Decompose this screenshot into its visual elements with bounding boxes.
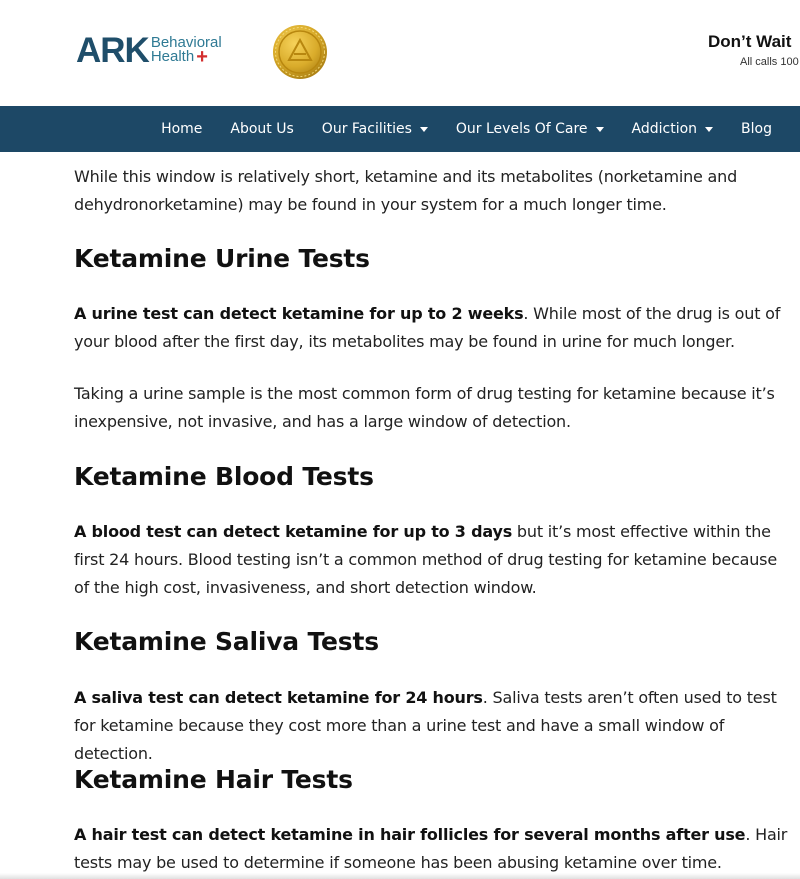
logo-line-1: Behavioral <box>150 34 222 51</box>
ark-logo[interactable] <box>76 30 222 70</box>
caret-down-icon <box>596 127 604 132</box>
nav-item-home[interactable] <box>161 121 202 137</box>
blood-key-fact: A blood test can detect ketamine for up to 3 days <box>74 522 513 541</box>
blood-tests-heading: Ketamine Blood Tests <box>74 462 374 491</box>
urine-paragraph-1-text: . While most of the drug is out of your blood after the first day, its metabolites may be found in urine for much longer. <box>74 304 781 351</box>
nav-label-our-facilities: Our Facilities <box>321 121 412 137</box>
blood-paragraph <box>74 518 794 602</box>
nav-item-about-us[interactable] <box>230 121 293 137</box>
logo-line-2-row <box>150 46 222 68</box>
saliva-tests-heading: Ketamine Saliva Tests <box>74 627 379 656</box>
nav-list <box>161 106 800 152</box>
saliva-paragraph-text: . Saliva tests aren’t often used to test for ketamine because they cost more than a urine test and have a small window of detection. <box>74 688 777 763</box>
urine-paragraph-1 <box>74 300 794 356</box>
cta-title[interactable]: Don’t Wait <box>708 32 792 51</box>
nav-item-blog[interactable] <box>741 121 772 137</box>
hair-key-fact: A hair test can detect ketamine in hair follicles for several months after use <box>74 825 746 844</box>
red-cross-icon: + <box>196 46 208 68</box>
urine-tests-heading: Ketamine Urine Tests <box>74 244 370 273</box>
saliva-paragraph <box>74 684 794 768</box>
urine-key-fact: A urine test can detect ketamine for up to 2 weeks <box>74 304 524 323</box>
nav-item-levels-of-care[interactable] <box>456 121 604 137</box>
intro-paragraph: While this window is relatively short, ketamine and its metabolites (norketamine and dehydronorketamine) may be found in your system for a much longer time. <box>74 167 738 214</box>
hair-tests-heading: Ketamine Hair Tests <box>74 765 353 794</box>
main-navigation <box>0 106 800 152</box>
caret-down-icon <box>705 127 713 132</box>
nav-label-home: Home <box>161 121 203 137</box>
nav-item-our-facilities[interactable] <box>322 121 428 137</box>
saliva-key-fact: A saliva test can detect ketamine for 24 hours <box>74 688 483 707</box>
bottom-scroll-shadow <box>0 873 800 879</box>
logo-line-2: Health <box>150 48 195 65</box>
header-cta <box>700 32 800 72</box>
hair-paragraph-text: . Hair tests may be used to determine if someone has been abusing ketamine over time. <box>74 825 788 872</box>
site-header <box>0 0 800 106</box>
gold-accreditation-seal-icon <box>272 24 328 80</box>
nav-label-levels-of-care: Our Levels Of Care <box>455 121 588 137</box>
nav-label-about-us: About Us <box>230 121 294 137</box>
logo-ark-text: ARK <box>76 30 149 70</box>
nav-label-blog: Blog <box>741 121 772 137</box>
nav-label-addiction: Addiction <box>631 121 698 137</box>
blood-paragraph-text: but it’s most effective within the first 24 hours. Blood testing isn’t a common method of drug testing for ketamine because of the high cost, invasiveness, and short detection window. <box>74 522 777 597</box>
cta-subtitle: All calls 100 <box>740 56 799 68</box>
logo-subtitle <box>150 34 222 68</box>
caret-down-icon <box>420 127 428 132</box>
nav-item-addiction[interactable] <box>632 121 714 137</box>
hair-paragraph <box>74 821 794 877</box>
urine-paragraph-2: Taking a urine sample is the most common form of drug testing for ketamine because it’s inexpensive, not invasive, and has a large window of detection. <box>74 384 775 431</box>
